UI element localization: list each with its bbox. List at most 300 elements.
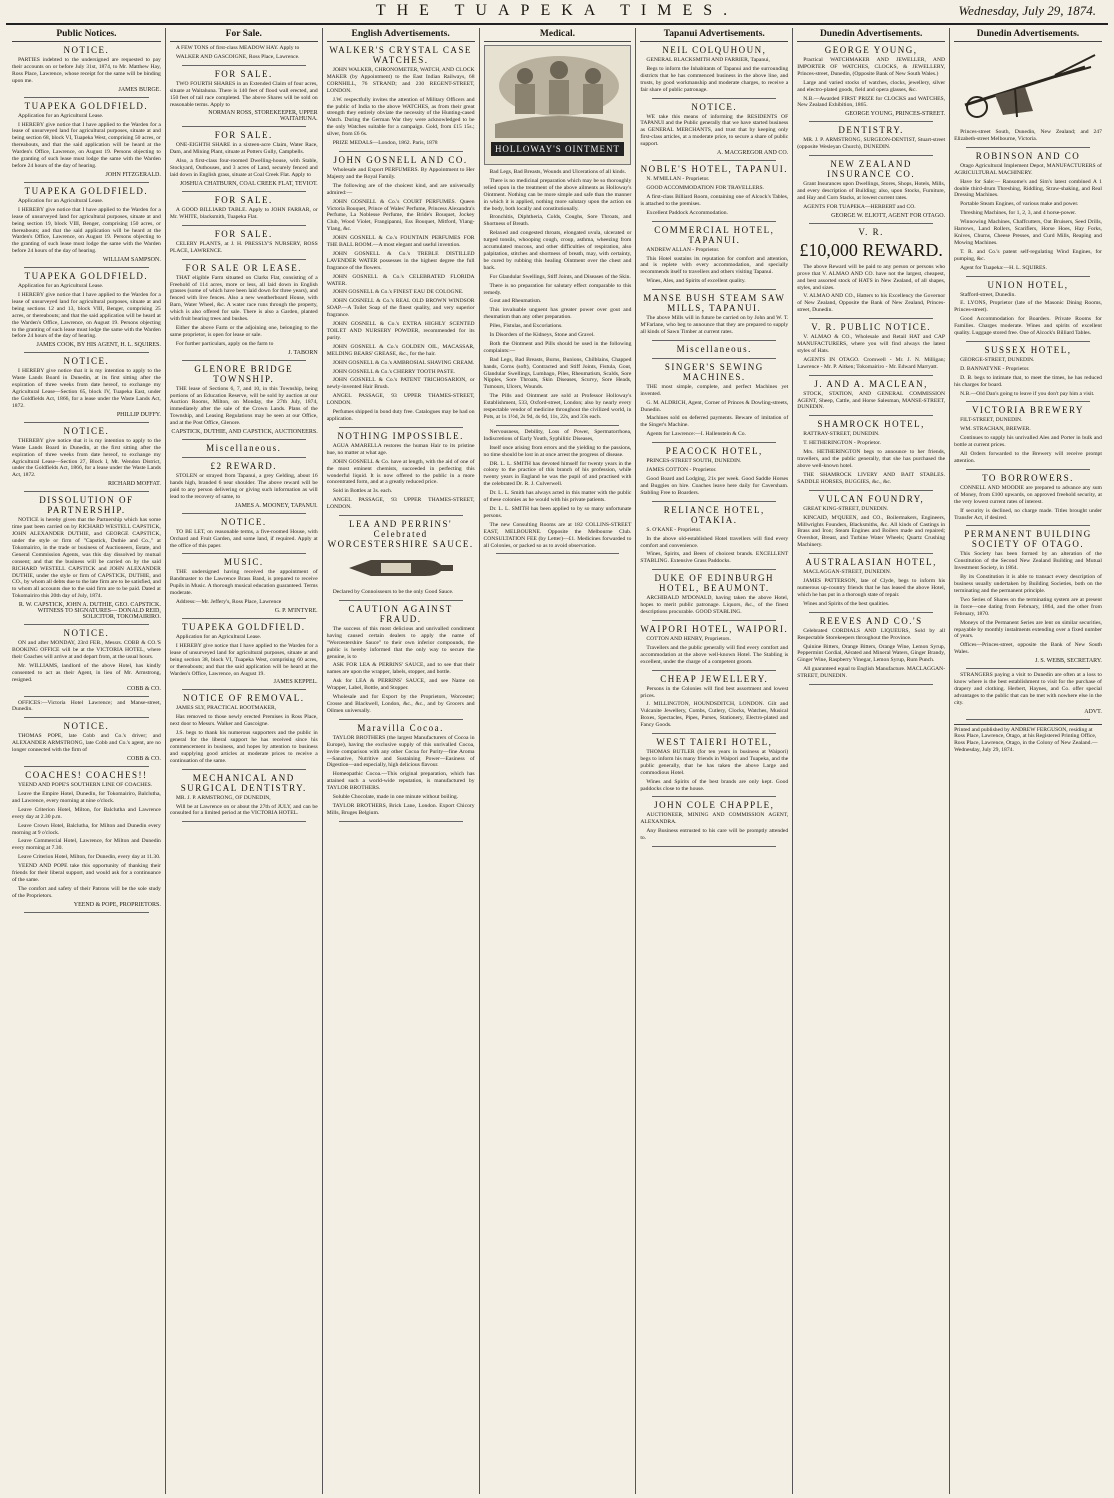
ad-paragraph: JOHN GOSNELL & Co. have at length, with the aid of one of the most eminent chemists, succeeded in perfecting this wonderful liquid. It is now offered to the public in a more concentrated form, and at a greatly reduced price.	[326, 458, 475, 486]
advertisement	[640, 344, 788, 354]
ad-paragraph: ARCHIBALD M'DONALD, having taken the above Hotel, hopes to merit public patronage. Liquors, &c., of the finest descriptions procurable. GOOD STABLING.	[640, 595, 789, 616]
ad-separator	[652, 796, 776, 797]
ad-paragraph: The following are of the choicest kind, and are universally admired:—	[326, 182, 475, 196]
ad-paragraph: Mrs. HETHERINGTON begs to announce to her friends, travellers, and the public generally, that she has purchased the above well-known hotel.	[797, 449, 946, 469]
column-heading: Dunedin Advertisements.	[954, 28, 1102, 42]
ad-paragraph: I HEREBY give notice that I have applied to the Warden for a lease of unsurveyed land for agricultural purposes, situate at and being section 38, block VI, Tuapeka West, comprising 60 acres, or thereabouts; and that the said application will be heard at the Warden's Office, Lawrence, on August 19.	[169, 642, 318, 677]
ad-body	[640, 247, 788, 286]
column-heading: For Sale.	[170, 28, 318, 42]
ad-signature: A. MACGREGOR AND CO.	[717, 150, 789, 157]
ad-paragraph: Sold in Bottles at 3s. each.	[332, 488, 393, 495]
bottle-shape	[381, 563, 411, 573]
ad-paragraph: For Glandular Swellings, Stiff Joints, and Diseases of the Skin.	[489, 273, 631, 280]
advertisement	[170, 693, 318, 764]
advertisement	[954, 672, 1102, 715]
ad-paragraph: WM. STRACHAN, BREWER.	[960, 426, 1031, 433]
ad-paragraph: Homeopathic Cocoa.—This original preparation, which has attained such a world-wide reputation, is manufactured by TAYLOR BROTHERS.	[326, 771, 475, 792]
advertisement	[170, 364, 318, 435]
ad-title: NEIL COLQUHOUN,	[662, 45, 767, 55]
column-7	[949, 28, 1106, 1494]
ad-signature: COBB & CO.	[127, 685, 161, 692]
ad-title: JOHN GOSNELL AND CO.	[333, 154, 468, 165]
ad-paragraph: Will be at Lawrence on or about the 27th of JULY, and can be consulted for a limited period at the VICTORIA HOTEL.	[169, 803, 318, 817]
ad-separator	[652, 358, 776, 359]
ad-signature: JAMES A. MOONEY, TAPANUI.	[234, 502, 318, 509]
ad-paragraph: PARTIES indebted to the undersigned are requested to pay their accounts on or before July 31st, 1874, to Mr. Matthew Hay, Ross Place, Lawrence, whose receipt for the same will be binding upon me.	[12, 57, 161, 84]
ad-body	[170, 386, 318, 427]
ad-paragraph: MR. J. P. ARMSTRONG, OF DUNEDIN,	[175, 794, 271, 801]
advertisement	[327, 723, 475, 817]
ad-paragraph: THE SHAMROCK LIVERY AND BAIT STABLES. SADDLE HORSES, BUGGIES, &c., &c.	[797, 471, 946, 485]
ad-title: VULCAN FOUNDRY,	[817, 493, 925, 504]
ad-paragraph: ANGEL PASSAGE, 93 UPPER THAMES-STREET, LONDON.	[326, 497, 475, 511]
ad-separator	[966, 719, 1090, 720]
ad-paragraph: This Society has been formed by an alteration of the Constitution of the Second New Zealand Building and Mutual Investment Society, in 1864.	[954, 551, 1102, 572]
holloway-banner: HOLLOWAY'S OINTMENT	[491, 142, 625, 156]
ad-separator	[339, 600, 463, 601]
ad-body	[954, 292, 1102, 337]
ad-title: DISSOLUTION OF PARTNERSHIP.	[39, 495, 134, 516]
advertisement	[170, 461, 318, 509]
ad-paragraph: Large and varied stocks of watches, clocks, jewellery, silver and electro-plated goods, field and opera glasses, &c.	[797, 79, 946, 93]
ad-paragraph: T. HETHERINGTON - Proprietor.	[803, 440, 881, 447]
engraving-shape	[550, 61, 568, 79]
ad-separator	[652, 289, 776, 290]
ad-separator	[809, 415, 933, 416]
column-heading: Public Notices.	[12, 28, 161, 42]
ad-body	[327, 589, 475, 596]
ad-body	[797, 57, 945, 109]
ad-paragraph: Has removed to those newly erected Premises in Ross Place, next door to Messrs. Walker and Gascoigne.	[169, 714, 318, 728]
ad-title: V. R. PUBLIC NOTICE.	[811, 322, 932, 333]
ad-paragraph: Leave Commercial Hotel, Lawrence, for Milton and Dunedin every morning at 7.30.	[12, 838, 161, 852]
advertisement	[954, 45, 1102, 143]
ad-paragraph: JOHN GOSNELL & Co.'s AMBROSIAL SHAVING CREAM.	[332, 359, 475, 366]
ad-separator	[809, 223, 933, 224]
ad-body	[327, 167, 475, 423]
ad-separator	[24, 182, 149, 183]
ad-title: TO BORROWERS.	[982, 472, 1074, 483]
ad-paragraph: JAMES PATTERSON, late of Clyde, begs to inform his numerous up-country friends that he has leased the above Hotel, which he has put in a thorough state of repair.	[797, 578, 946, 598]
ad-title: TUAPEKA GOLDFIELD.	[182, 621, 306, 632]
ad-body	[954, 163, 1102, 272]
ad-body	[170, 241, 318, 255]
ad-signature: WILLIAM SAMPSON.	[102, 257, 161, 264]
ad-separator	[652, 442, 776, 443]
ad-separator	[652, 569, 776, 570]
ad-paragraph: Persons in the Colonies will find best assortment and lowest prices.	[640, 685, 789, 699]
ad-paragraph: CONNELL AND MOODIE are prepared to advance any sum of Money, from £100 upwards, on approved freehold security, at the very lowest current rates of interest.	[954, 484, 1102, 505]
ad-title: NOTICE.	[63, 356, 110, 367]
ad-body	[954, 485, 1102, 522]
ad-paragraph: GENERAL BLACKSMITH AND FARRIER, Tapanui,	[646, 57, 770, 63]
ad-body	[170, 142, 318, 179]
ad-paragraph: Moneys of the Permanent Series are lent on similar securities, repayable by monthly instalments extending over a fixed number of years.	[954, 619, 1102, 640]
ad-paragraph: GREAT KING-STREET, DUNEDIN.	[803, 505, 889, 512]
ad-paragraph: Quinine Bitters, Orange Bitters, Orange Wine, Lemon Syrup, Peppermint Cordial, Aërated and Mineral Waters, Ginger Brandy, Ginger Wine, Raspberry Vinegar, Lemon Syrup, Rum Punch.	[797, 643, 946, 664]
advertisement	[170, 45, 318, 61]
ad-paragraph: All guaranteed equal to English Manufacture. MACLAGGAN-STREET, DUNEDIN.	[797, 666, 946, 680]
ad-title: ROBINSON AND CO	[975, 150, 1081, 161]
ad-paragraph: Wholesale and for Export by the Proprietors, Worcester; Crosse and Blackwell, London, &c., &c., and by Grocers and Oilmen universally.	[326, 694, 475, 714]
ad-paragraph: V. ALMAO AND CO., Hatters to his Excellency the Governor of New Zealand, Opposite the Bank of New Zealand, Princes-street, Dunedin.	[797, 293, 946, 314]
ad-body	[797, 506, 945, 549]
advertisement	[12, 426, 161, 487]
ad-paragraph: Dr. L. L. SMITH has been applied to by so many unfortunate persons.	[483, 505, 632, 519]
ad-paragraph: THE undersigned having received the appointment of Bandmaster to the Lawrence Brass Band, is prepared to receive Pupils in Music. A thorough musical education guaranteed. Terms moderate.	[169, 569, 318, 597]
ad-separator	[809, 684, 933, 685]
ad-paragraph: Two Series of Shares on the terminating system are at present in force—one dating from February, 1864, and the other from February, 1870.	[954, 596, 1102, 617]
ad-separator	[182, 618, 306, 619]
ad-paragraph: I HEREBY give notice that I have applied to the Warden for a lease of unsurveyed land for agricultural purposes, situate at and being sections 12 and 13, block VIII, Benger, comprising 25 acres, or thereabouts; and that the said application will be heard at the Warden's Office, Lawrence, on August 19. Persons objecting to the granting of such lease must lodge the same with the Warden before 24 hours of the day of hearing.	[12, 292, 161, 340]
advertisement	[640, 737, 788, 792]
advertisement	[12, 101, 161, 178]
ad-signature: CAPSTICK, DUTHIE, AND CAPSTICK, AUCTIONEERS.	[171, 429, 318, 436]
advertisement	[12, 721, 161, 762]
engraving-shape	[517, 68, 533, 84]
ad-separator	[652, 733, 776, 734]
advertisement	[327, 519, 475, 596]
ad-paragraph: ON and after MONDAY, 23rd FEB., Messrs. COBB & CO.'S BOOKING OFFICE will be at the VICTORIA HOTEL, where their Coaches will arrive at and depart from, at the usual hours.	[12, 640, 161, 660]
ad-paragraph: Bad Legs, Bad Breasts, Wounds and Ulcerations of all kinds.	[489, 169, 627, 175]
advertisement	[170, 130, 318, 187]
advertisement	[640, 45, 788, 94]
ad-title: V. R.	[858, 226, 884, 237]
ad-paragraph: The above Mills will in future be carried on by John and W. T. M'Farlane, who beg to announce that they are prepared to supply all kinds of Sawn Timber at current rates.	[640, 315, 789, 335]
ad-body	[170, 81, 318, 109]
advertisement	[640, 102, 788, 157]
ad-paragraph: JOHN GOSNELL & Co.'s CELEBRATED FLORIDA WATER.	[326, 273, 475, 287]
advertisement	[797, 616, 945, 680]
advertisement	[170, 69, 318, 123]
advertisement	[640, 800, 788, 842]
ad-title: FOR SALE OR LEASE.	[185, 262, 303, 273]
ad-separator	[182, 513, 306, 514]
ad-paragraph: Continues to supply his unrivalled Ales and Porter in bulk and bottle at current prices.	[954, 435, 1102, 449]
ad-title: £2 REWARD.	[210, 461, 278, 472]
plough-illustration	[955, 45, 1101, 125]
ad-body	[170, 473, 318, 501]
ad-body	[170, 207, 318, 221]
ad-body	[797, 334, 945, 371]
ad-separator	[24, 717, 149, 718]
ad-separator	[182, 439, 306, 440]
column-heading: Tapanui Advertisements.	[640, 28, 788, 42]
ad-separator	[809, 121, 933, 122]
ad-separator	[24, 766, 149, 767]
ad-paragraph: This Hotel sustains its reputation for comfort and attention, and is replete with every accommodation, and specially recommends itself to travellers and others visiting Tapanui.	[640, 255, 789, 276]
ad-separator	[24, 267, 149, 268]
ad-paragraph: Either the above Farm or the adjoining one, belonging to the same proprietor, is open for lease or sale.	[169, 324, 318, 338]
ad-paragraph: J.W. respectfully invites the attention of Military Officers and the public of India to the above WATCHES, as from their great strength they entirely obviate the necessity of the Hunting-cased Watch. During the German War they were acknowledged to be the only Watches suitable for a campaign. Gold, from £15 15s.; silver, from £6 6s.	[326, 96, 475, 138]
advertisement	[954, 405, 1102, 464]
ad-body	[954, 129, 1102, 143]
ad-body	[954, 672, 1102, 707]
ad-separator	[966, 401, 1090, 402]
ad-body	[327, 735, 475, 817]
ad-body	[640, 749, 788, 792]
ad-body	[170, 45, 318, 61]
ad-paragraph: Relaxed and congested throats, elongated uvula, ulcerated or turged tonsils, whooping cough, croup, asthma, wheezing from accumulated mucous, and other difficulties of respiration, also palpitation, stitches and shortness of breath, may, with certainty, be cured by rubbing this healing Ointment over the chest and back.	[483, 230, 632, 271]
ad-title: WALKER'S CRYSTAL CASE WATCHES.	[329, 45, 472, 65]
holloway-illustration	[484, 45, 632, 165]
ad-signature: PHILLIP DUFFY.	[116, 411, 161, 418]
advertisement	[327, 431, 475, 511]
ad-body	[797, 431, 945, 485]
ad-paragraph: Both the Ointment and Pills should be used in the following complaints:—	[483, 340, 632, 354]
ad-body	[12, 700, 161, 714]
advertisement	[954, 280, 1102, 337]
ad-paragraph: Also, a first-class four-roomed Dwelling-house, with Stable, Stockyard, Outhouses, and 3 acres of Land, securely fenced and laid down in English grass, situate at Coal Creek Flat. Apply to	[169, 158, 318, 179]
advertisement	[797, 494, 945, 549]
ad-paragraph: G. M. ALDRICH, Agent, Corner of Princes & Dowling-streets, Dunedin.	[640, 399, 789, 413]
ad-body	[170, 275, 318, 348]
ad-title: Miscellaneous.	[676, 343, 752, 354]
advertisement	[12, 700, 161, 714]
advertisement	[12, 186, 161, 263]
ad-body	[12, 57, 161, 85]
ad-paragraph: THEREBY give notice that it is my intention to apply to the Waste Lands Board in Dunedin, at the first sitting after the expiration of three weeks from date hereof, to exchange my Agricultural Lease—Section 27, Block I, Mt. Wendon District, under the Goldfields Act, 1866, for a lease under the Waste Lands Act, 1872.	[12, 437, 161, 479]
ad-separator	[809, 155, 933, 156]
ad-paragraph: JAMES SLY, PRACTICAL BOOTMAKER,	[175, 705, 277, 712]
ad-title: JOHN COLE CHAPPLE,	[654, 800, 775, 811]
ad-body	[327, 67, 475, 147]
ad-paragraph: MR. J. P. ARMSTRONG, SURGEON-DENTIST, Stuart-street (opposite Wesleyan Church), DUNEDIN.	[797, 137, 946, 151]
ad-body	[170, 795, 318, 818]
ad-paragraph: Have for Sale:— Ransome's and Sim's latest combined A 1 double third-drum Threshing, Riddling, Straw-shaking, and Real Dressing Machines.	[954, 178, 1102, 199]
ad-signature: JAMES KEPPEL.	[273, 679, 318, 686]
ad-title: GLENORE BRIDGE TOWNSHIP.	[194, 363, 294, 384]
ad-paragraph: AGENTS FOR TUAPEKA—HERBERT and CO.	[803, 203, 916, 210]
ad-separator	[966, 341, 1090, 342]
advertisement	[954, 345, 1102, 398]
ad-paragraph: Winnowing Machines, Chaffcutters, Oat Bruisers, Seed Drills, Harrows, Land Rollers, Scarifiers, Horse Hoes, Hay Forks, Knives, Churns, Cheese Presses, and Curd Mills, Reaping and Mowing Machines.	[954, 219, 1102, 246]
ad-paragraph: For further particulars, apply on the farm to	[175, 340, 274, 347]
ad-body	[640, 176, 788, 217]
ad-body	[640, 315, 788, 336]
ad-separator	[182, 689, 306, 690]
ad-body	[640, 527, 788, 566]
ad-title: J. AND A. MACLEAN,	[814, 378, 928, 389]
ad-separator	[496, 553, 620, 554]
ad-paragraph: GEORGE-STREET, DUNEDIN.	[960, 356, 1035, 363]
ad-paragraph: Wines, Ales, and Spirits of excellent quality.	[646, 278, 746, 285]
ad-paragraph: Practical WATCHMAKER AND JEWELLER, AND IMPORTER OF WATCHES, CLOCKS, & JEWELLERY, Princes-street, Dunedin, (Opposite Bank of New South Wales.)	[797, 57, 946, 77]
ad-signature: ADVT.	[1084, 708, 1102, 715]
ad-paragraph: STOLEN or strayed from Tapanui, a grey Gelding, about 16 hands high, branded 6 near shoulder. The above reward will be paid to any person delivering or giving such information as will lead to the recovery of same, to	[169, 473, 318, 500]
ad-paragraph: In Disorders of the Kidneys, Stone and Gravel.	[489, 332, 595, 339]
ad-title: Maravilla Cocoa.	[357, 722, 444, 733]
ad-paragraph: By its Constitution it is able to transact every description of business usually undertaken by Building Societies, both on the terminating and the permanent principle.	[954, 574, 1102, 594]
ad-title: WAIPORI HOTEL, WAIPORI.	[640, 623, 789, 634]
ad-title: NEW ZEALAND INSURANCE CO.	[827, 159, 916, 180]
ad-separator	[652, 340, 776, 341]
ad-separator	[182, 769, 306, 770]
advertisement	[170, 229, 318, 255]
advertisement	[327, 604, 475, 715]
ad-paragraph: STRANGERS paying a visit to Dunedin are often at a loss to know where is the best establishment to visit for the purchase of drapery and clothing. Herbert, Haynes, and Co. offer special advantages to the public that can be met with nowhere else in the city.	[954, 672, 1102, 706]
ad-paragraph: AGENTS IN OTAGO. Cromwell - Mr. J. N. Milligan; Lawrence - Mr. P. Aitken; Tokomairiro - Mr. Edward Marryatt.	[797, 356, 946, 370]
ad-separator	[182, 360, 306, 361]
ad-separator	[652, 620, 776, 621]
ad-title: REEVES AND CO.'S	[819, 615, 923, 626]
ad-paragraph: A FEW TONS of first-class MEADOW HAY. Apply to	[175, 45, 300, 51]
ad-title: UNION HOTEL,	[987, 279, 1069, 290]
ad-separator	[652, 846, 776, 847]
advertisement	[954, 529, 1102, 664]
ad-body	[797, 137, 945, 151]
ad-paragraph: YEEND AND POPE take this opportunity of thanking their friends for their liberal support, and would ask for a continuance of the same.	[12, 863, 161, 883]
ad-paragraph: JAMES COTTON - Proprietor.	[646, 467, 717, 474]
ad-paragraph: N.B.—Old Dan's going to leave if you don't pay him a visit.	[960, 390, 1095, 397]
ad-separator	[966, 276, 1090, 277]
column-heading: Dunedin Advertisements.	[797, 28, 945, 42]
ad-title: SHAMROCK HOTEL,	[817, 419, 925, 430]
ad-paragraph: Application for an Agricultural Lease.	[18, 283, 104, 290]
ad-body	[12, 640, 161, 683]
ad-separator	[809, 490, 933, 491]
ad-separator	[24, 696, 149, 697]
ad-paragraph: THE lease of Sections 6, 7, and 10, in this Township, being portions of an Education Reserve, will be sold by auction at our Auction Rooms, Milton, on Monday, the 27th July, 1874, immediately after the sale of the Crown Lands. Plans of the Township, and Leasing Regulations may be seen at our Office, and at the Post Office, Glenore.	[169, 385, 318, 427]
column-3	[322, 28, 479, 1494]
ad-separator	[182, 191, 306, 192]
ad-title: TUAPEKA GOLDFIELD.	[24, 271, 149, 282]
ad-separator	[966, 668, 1090, 669]
ad-paragraph: MACLAGGAN-STREET, DUNEDIN.	[803, 569, 892, 576]
ad-paragraph: Agents for Lawrence:—I. Hallenstein & Co.	[646, 431, 746, 438]
ad-signature: RICHARD MOFFAT.	[108, 481, 161, 488]
ad-body	[640, 686, 788, 729]
ad-separator	[652, 670, 776, 671]
ad-paragraph: KINCAID, M'QUEEN, and CO., Boilermakers, Engineers, Millwrights Founders, Blacksmiths, &c. All kinds of Castings in Brass and Iron; Steam Engines and Boilers made and repaired; Overshot, Breast, and Turbine Water Wheels; Quartz Crushing Machinery.	[797, 514, 946, 549]
ad-separator	[496, 425, 620, 426]
ad-title: NOTICE.	[220, 516, 267, 527]
ad-paragraph: Piles, Fistulas, and Excoriations.	[489, 323, 563, 330]
ad-separator	[24, 912, 149, 913]
ad-body	[640, 595, 788, 616]
ad-paragraph: Wines, Spirits, and Beers of choicest brands. EXCELLENT STABLING. Extensive Grass Paddocks.	[640, 551, 789, 565]
advertisement	[797, 45, 945, 117]
ad-signature: GEORGE W. ELIOTT, AGENT FOR OTAGO.	[831, 212, 946, 219]
ad-body	[954, 357, 1102, 398]
advertisement	[170, 195, 318, 221]
ad-paragraph: Offices—Princes-street, opposite the Bank of New South Wales.	[954, 642, 1102, 656]
advertisement	[12, 628, 161, 691]
ad-paragraph: Machines sold on deferred payments. Beware of imitation of the Singer's Machine.	[640, 415, 789, 429]
ad-title: NOTHING IMPOSSIBLE.	[337, 430, 464, 441]
ad-paragraph: This invaluable unguent has greater power over gout and rheumatism than any other preparation.	[483, 307, 632, 321]
ad-paragraph: D. BANNATYNE - Proprietor.	[960, 365, 1030, 372]
ad-separator	[339, 719, 463, 720]
ad-paragraph: Travellers and the public generally will find every comfort and accommodation at the above well-known Hotel. The Stabling is excellent, under the charge of a competent groom.	[640, 644, 789, 665]
ad-paragraph: Threshing Machines, for 1, 2, 3, and 4 horse-power.	[960, 210, 1077, 217]
ad-paragraph: Any Business entrusted to his care will be promptly attended to.	[640, 828, 789, 842]
ad-title: COACHES! COACHES!!	[25, 770, 148, 781]
ad-separator	[652, 160, 776, 161]
ad-paragraph: JOHN WALKER, CHRONOMETER, WATCH, AND CLOCK MAKER (by Appointment) to the East Indian Railways, 68 CORNHILL, 76 STRAND; and 230 REGENT-STREET, LONDON.	[326, 67, 475, 94]
ad-separator	[339, 151, 463, 152]
ad-paragraph: E. LYONS, Proprietor (late of the Masonic Dining Rooms, Princes-street).	[954, 300, 1102, 314]
ad-paragraph: ONE-EIGHTH SHARE in a sixteen-acre Claim, Water Race, Dam, and Mining Plant, situate at Potters Gully, Campbells.	[169, 142, 318, 156]
ad-title: MUSIC.	[223, 557, 264, 568]
ad-paragraph: Portable Steam Engines, of various make and power.	[960, 201, 1079, 208]
ad-title: COMMERCIAL HOTEL, TAPANUI.	[654, 224, 775, 245]
ad-body	[484, 169, 632, 421]
ad-paragraph: Itself once arising from errors and the yielding to the passions, no time should be lost in at once arrest the progress of disease.	[483, 444, 632, 458]
ad-paragraph: JOHN GOSNELL & Co.'s TREBLE DISTILLED LAVENDER WATER possesses in the highest degree the full fragrance of the flowers.	[326, 250, 475, 271]
advertisement	[640, 362, 788, 438]
ad-title: NOTICE.	[63, 45, 110, 55]
ad-paragraph: THOMAS BUTLER (for ten years in business at Waipori) begs to inform his many friends in Waipori and Tuapeka, and the public generally, that he has taken the above Large and commodious Hotel.	[640, 749, 789, 776]
newspaper-title: THE TUAPEKA TIMES.	[375, 2, 739, 19]
advertisement	[640, 164, 788, 217]
advertisement	[170, 263, 318, 356]
ad-paragraph: Good Accommodation for Boarders. Private Rooms for Families. Charges moderate. Wines and spirits of excellent quality. Luggage stored free. One of Alcock's Billiard Tables.	[954, 316, 1102, 337]
ad-title: FOR SALE.	[214, 68, 273, 79]
ad-body	[484, 429, 632, 550]
ad-paragraph: TWO FOURTH SHARES in an Extended Claim of four acres, situate at Waitahuna. There is 140 feet of flood wall erected, and 150 feet of tail race completed. The above Shares will be sold on reasonable terms. Apply to	[169, 80, 318, 108]
ad-body	[640, 114, 788, 149]
ad-paragraph: JOHN GOSNELL & Co.'s COURT PERFUMES. Queen Victoria Bouquet, Prince of Wales' Perfume, Princess Alexandra's Perfume, La Noblesse Perfume, the Bride's Bouquet, Jockey Club, Wood Violet, Frangipanni, Ess Bouquet, Mitford, Ylang-Ylang, &c.	[326, 198, 475, 233]
ad-paragraph: WALKER AND GASCOIGNE, Ross Place, Lawrence.	[175, 53, 300, 60]
ad-paragraph: I HEREBY give notice that I have applied to the Warden for a lease of unsurveyed land for agricultural purposes, situate at and being section 19, block VIII, Benger, comprising 150 acres, or thereabouts; and that the said application will be heard at the Warden's Office, Lawrence, on August 19. Persons objecting to the granting of such lease must lodge the same with the Warden before 24 hours of the day of hearing.	[12, 206, 161, 255]
advertisement	[327, 45, 475, 147]
advertisement	[484, 45, 632, 421]
ad-separator	[339, 515, 463, 516]
ad-paragraph: Otago Agricultural Implement Depot, MANUFACTURERS of AGRICULTURAL MACHINERY.	[954, 162, 1102, 176]
ad-paragraph: Ask for LEA & PERRINS' SAUCE, and see Name on Wrapper, Label, Bottle, and Stopper.	[326, 678, 475, 692]
ad-paragraph: THAT eligible Farm situated on Clarks Flat, consisting of a Freehold of 114 acres, more or less, all laid down in English grasses (some of which have been laid down for three years), and fenced with live fences. Also a new weatherboard House, with Barn, Water Wheel, &c. A water race runs through the property, which is also offered for sale. There is also a Garden, planted with fruit bearing trees and bushes.	[169, 274, 318, 323]
ad-paragraph: Nervousness, Debility, Loss of Power, Spermatorrhoea, Indiscretions of Early Youth, Syphilitic Diseases,	[483, 428, 632, 442]
ad-signature: JAMES BURGE.	[118, 86, 161, 93]
ad-paragraph: ASK FOR LEA & PERRINS' SAUCE, and to see that their names are upon the wrapper, labels, stopper, and bottle.	[326, 662, 475, 676]
ad-paragraph: Leave Crown Hotel, Balclutha, for Milton and Dunedin every morning at 9 o'clock.	[12, 822, 161, 836]
ad-paragraph: J.S. begs to thank his numerous supporters and the public in general for the liberal support he has received since his commencement in business, and hopes by attention to business and supplying good articles at moderate prices to receive a continuation of the same.	[169, 730, 318, 764]
ad-title: TUAPEKA GOLDFIELD.	[24, 185, 149, 196]
advertisement	[170, 557, 318, 614]
ad-title: DENTISTRY.	[838, 125, 904, 136]
ad-separator	[966, 147, 1090, 148]
ad-paragraph: YEEND AND POPE'S SOUTHERN LINE OF COACHES.	[18, 782, 153, 789]
ad-separator	[652, 98, 776, 99]
advertisement	[12, 356, 161, 417]
ad-paragraph: The new Consulting Rooms are at 182 COLLINS-STREET EAST, MELBOURNE. Opposite the Melbourne Club. CONSULTATION FEE (by Letter)—£1. Medicines forwarded to all Colonies, or packed so as to avoid observation.	[483, 521, 632, 549]
ad-paragraph: Stafford-street, Dunedin.	[960, 291, 1016, 298]
ad-paragraph: TO BE LET, on reasonable terms, a five-roomed House, with Orchard and Fruit Garden, and some land, if required. Apply at the office of this paper.	[169, 528, 318, 549]
ad-paragraph: V. ALMAO & CO., Wholesale and Retail HAT and CAP MANUFACTURERS, where you will find always the latest styles of Hats.	[797, 334, 946, 354]
ad-paragraph: The Pills and Ointment are sold at Professor Holloway's Establishment, 533, Oxford-street, London; also by nearly every respectable vendor of medicine throughout the civilized world, in Pots, at 1s 1½d, 2s 9d, 4s 6d, 11s, 22s, and 33s each.	[483, 393, 632, 420]
column-heading: English Advertisements.	[327, 28, 475, 42]
ad-title: Miscellaneous.	[206, 443, 282, 454]
plough-shape	[995, 87, 1033, 115]
ad-paragraph: Celebrated CORDIALS AND LIQUEURS, Sold by all Respectable Storekeepers throughout the Province.	[797, 627, 946, 641]
ad-body	[797, 264, 945, 314]
ad-paragraph: Leave Criterion Hotel, Milton, for Balclutha and Lawrence every day at 2.30 p.m.	[12, 806, 161, 820]
ad-paragraph: All Orders forwarded to the Brewery will receive prompt attention.	[954, 451, 1102, 464]
ad-paragraph: JOHN GOSNELL & Co.'s FOUNTAIN PERFUMES FOR THE BALL ROOM.—A most elegant and useful invention.	[326, 235, 475, 249]
ad-signature: J. TABORN	[288, 349, 318, 356]
ad-paragraph: JOHN GOSNELL & Co.'s GOLDEN OIL, MACASSAR, MELDING BEARS' GREASE, &c., for the hair.	[326, 343, 475, 357]
ad-paragraph: T. R. and Co.'s patent self-regulating Wind Engines, for pumping, &c.	[954, 248, 1102, 262]
ad-title: NOTICE.	[63, 425, 110, 436]
ad-paragraph: Gout and Rheumatism.	[489, 298, 542, 305]
ad-paragraph: J. MILLINGTON, HOUNDSDITCH, LONDON. Gilt and Vulcanite Jewellery, Combs, Cutlery, Clocks, Watches, Musical Boxes, Spectacles, Pipes, Purses, Stationery, Electro-plated and Fancy Goods.	[640, 701, 789, 729]
ad-separator	[339, 427, 463, 428]
engraving-shape	[515, 84, 535, 114]
ad-paragraph: WE take this means of informing the RESIDENTS OF TAPANUI and the Public generally that we have started business as GENERAL MERCHANTS, and trust that by keeping only first-class articles, at a moderate price, to secure a share of public support.	[640, 113, 789, 148]
ad-separator	[809, 553, 933, 554]
ad-separator	[182, 225, 306, 226]
